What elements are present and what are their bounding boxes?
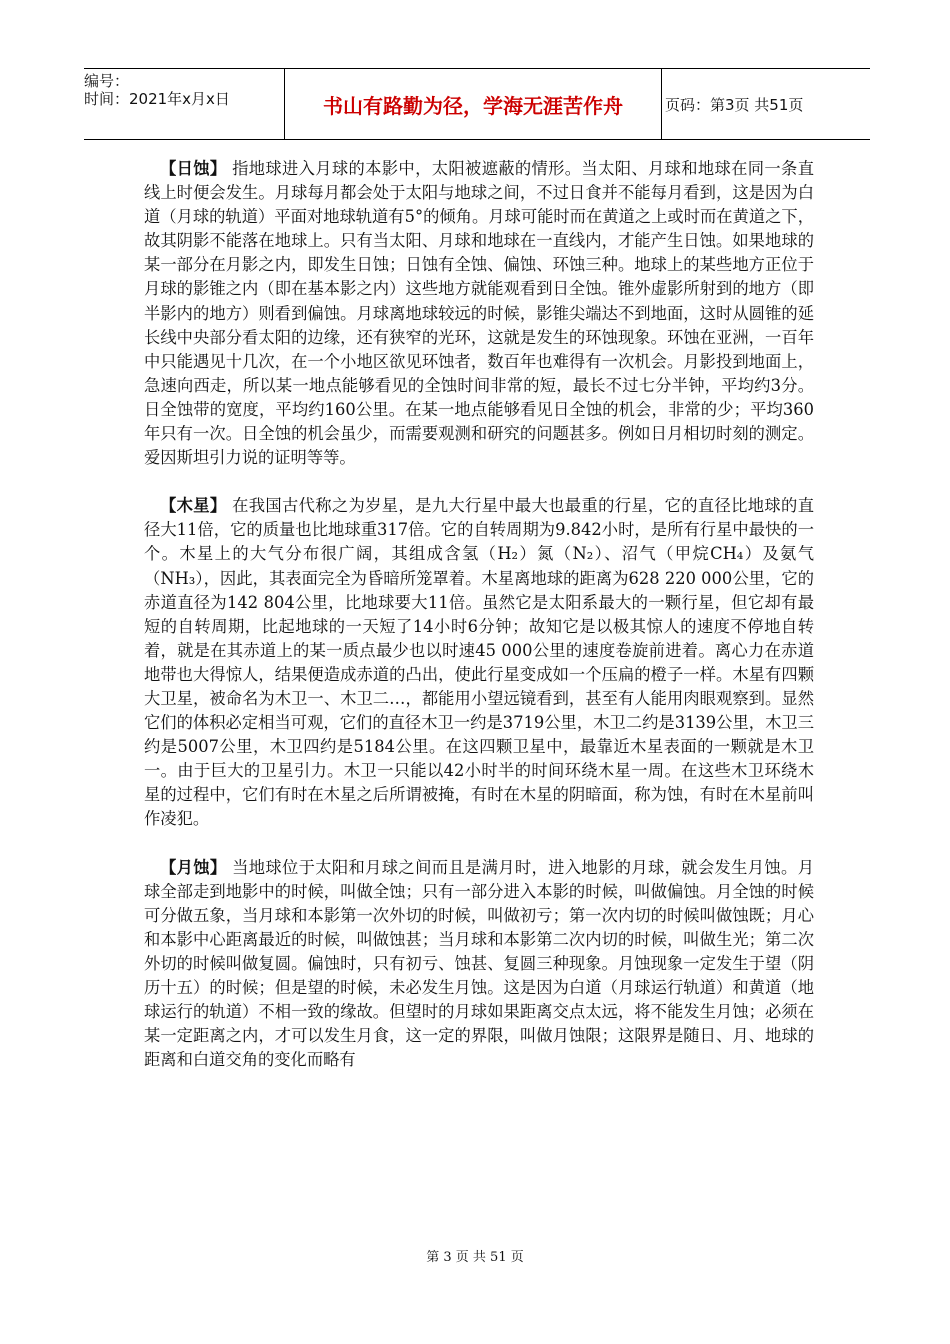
footer-page-number: 第 3 页 共 51 页 (426, 1250, 524, 1265)
header-meta (84, 69, 284, 142)
header-motto (284, 69, 662, 139)
paragraph-label: 【月蚀】 (160, 857, 227, 877)
paragraph-text: 指地球进入月球的本影中，太阳被遮蔽的情形。当太阳、月球和地球在同一条直线上时便会发生。月球每月都会处于太阳与地球之间，不过日食并不能每月看到，这是因为白道（月球的轨道）平面对地球轨道有5°的倾角。月球可能时而在黄道之上或时而在黄道之下，故其阴影不能落在地球上。只有当太阳、月球和地球在一直线内，才能产生日蚀。如果地球的某一部分在月影之内，即发生日蚀；日蚀有全蚀、偏蚀、环蚀三种。地球上的某些地方正位于月球的影锥之内（即在基本影之内）这些地方就能观看到日全蚀。锥外虚影所射到的地方（即半影内的地方）则看到偏蚀。月球离地球较远的时候，影锥尖端达不到地面，这时从圆锥的延长线中央部分看太阳的边缘，还有狭窄的光环，这就是发生的环蚀现象。环蚀在亚洲，一百年中只能遇见十几次，在一个小地区欲见环蚀者，数百年也难得有一次机会。月影投到地面上，急速向西走，所以某一地点能够看见的全蚀时间非常的短，最长不过七分半钟，平均约3分。日全蚀带的宽度，平均约160公里。在某一地点能够看见日全蚀的机会，非常的少；平均360年只有一次。日全蚀的机会虽少，而需要观测和研究的问题甚多。例如日月相切时刻的测定。爱因斯坦引力说的证明等等。 (144, 159, 814, 468)
motto-text: 书山有路勤为径，学海无涯苦作舟 (323, 93, 623, 118)
header-page-info (661, 69, 870, 139)
paragraph-solar-eclipse (144, 157, 814, 470)
paragraph-label: 【木星】 (160, 496, 227, 516)
page-info-text: 页码：第3页 共51页 (665, 95, 804, 114)
paragraph-label: 【日蚀】 (160, 159, 227, 178)
document-body (144, 157, 814, 1096)
paragraph-lunar-eclipse (144, 856, 814, 1073)
document-number: 编号： (84, 72, 130, 90)
paragraph-text: 在我国古代称之为岁星，是九大行星中最大也最重的行星，它的直径比地球的直径大11倍，它的质量也比地球重317倍。它的自转周期为9.842小时，是所有行星中最快的一个。木星上的大气分布很广阔，其组成含氢（H₂）氮（N₂）、沼气（甲烷CH₄）及氨气（NH₃），因此，其表面完全为昏暗所笼罩着。木星离地球的距离为628 220 000公里，它的赤道直径为142 804公里，比地球要大11倍。虽然它是太阳系最大的一颗行星，但它却有最短的自转周期，比起地球的一天短了14小时6分钟；故知它是以极其惊人的速度不停地自转着，就是在其赤道上的某一质点最少也以时速45 000公里的速度卷旋前进着。离心力在赤道地带也大得惊人，结果便造成赤道的凸出，使此行星变成如一个压扁的橙子一样。木星有四颗大卫星，被命名为木卫一、木卫二…，都能用小望远镜看到，甚至有人能用肉眼观察到。显然它们的体积必定相当可观，它们的直径木卫一约是3719公里，木卫二约是3139公里，木卫三约是5007公里，木卫四约是5184公里。在这四颗卫星中，最靠近木星表面的一颗就是木卫一。由于巨大的卫星引力。木卫一只能以42小时半的时间环绕木星一周。在这些木卫环绕木星的过程中，它们有时在木星之后所谓被掩，有时在木星的阴暗面，称为蚀，有时在木星前叫作凌犯。 (144, 496, 814, 829)
page-footer (0, 1246, 950, 1265)
paragraph-text: 当地球位于太阳和月球之间而且是满月时，进入地影的月球，就会发生月蚀。月球全部走到地影中的时候，叫做全蚀；只有一部分进入本影的时候，叫做偏蚀。月全蚀的时候可分做五象，当月球和本影第一次外切的时候，叫做初亏；第一次内切的时候叫做蚀既；月心和本影中心距离最近的时候，叫做蚀甚；当月球和本影第二次内切的时候，叫做生光；第二次外切的时候叫做复圆。偏蚀时，只有初亏、蚀甚、复圆三种现象。月蚀现象一定发生于望（阴历十五）的时候；但是望的时候，未必发生月蚀。这是因为白道（月球运行轨道）和黄道（地球运行的轨道）不相一致的缘故。但望时的月球如果距离交点太远，将不能发生月蚀；必须在某一定距离之内，才可以发生月食，这一定的界限，叫做月蚀限；这限界是随日、月、地球的距离和白道交角的变化而略有 (144, 857, 814, 1070)
page-header (84, 68, 870, 140)
document-date: 时间：2021年x月x日 (84, 90, 230, 108)
paragraph-jupiter (144, 494, 814, 831)
